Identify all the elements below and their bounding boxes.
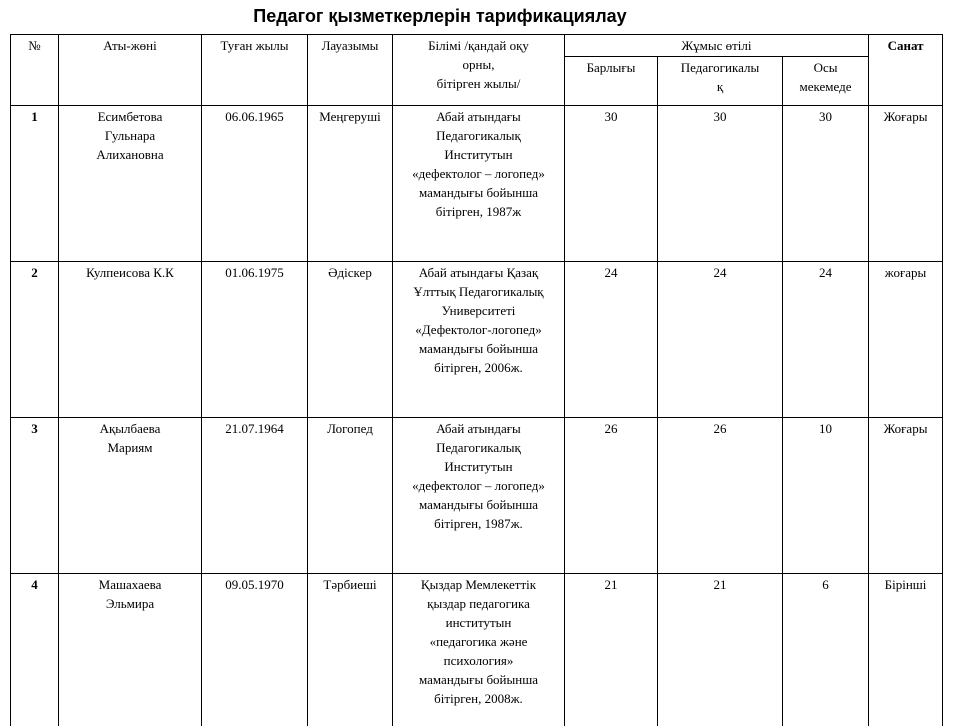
row-position: Әдіскер [308,262,393,418]
name-line: Машахаева [99,577,162,592]
row-position: Логопед [308,418,393,574]
row-experience-this-institution: 30 [783,106,869,262]
table-row [11,574,943,726]
education-line: Педагогикалық [436,440,521,455]
education-line: Педагогикалық [436,128,521,143]
education-line: Институтын [444,459,512,474]
header-work-experience: Жұмыс өтілі [565,35,869,57]
education-line: Қыздар Мемлекеттік [421,577,536,592]
name-line: Алихановна [96,147,163,162]
name-line: Гульнара [105,128,155,143]
row-experience-this-institution: 24 [783,262,869,418]
education-line: мамандығы бойынша [419,341,538,356]
header-education-line3: бітірген жылы/ [437,76,521,91]
education-line: Ұлттық Педагогикалық [413,284,543,299]
row-experience-this-institution: 10 [783,418,869,574]
header-total: Барлығы [565,57,658,106]
row-number: 2 [11,262,59,418]
row-birth-date: 06.06.1965 [202,106,308,262]
row-experience-pedagogical: 26 [658,418,783,574]
header-number: № [11,35,59,106]
header-position: Лауазымы [308,35,393,106]
education-line: Абай атындағы [436,109,521,124]
education-line: мамандығы бойынша [419,185,538,200]
header-pedagogical [658,57,783,106]
row-category: Бірінші [869,574,943,726]
education-line: «дефектолог – логопед» [412,478,545,493]
table-row [11,418,943,574]
education-line: «педагогика және [430,634,528,649]
row-experience-total: 21 [565,574,658,726]
table-row [11,106,943,262]
header-education [393,35,565,106]
row-education [393,106,565,262]
education-line: Абай атындағы [436,421,521,436]
row-experience-pedagogical: 24 [658,262,783,418]
row-full-name [59,418,202,574]
row-experience-total: 30 [565,106,658,262]
row-education [393,574,565,726]
tariff-table [10,34,943,726]
row-birth-date: 21.07.1964 [202,418,308,574]
row-category: Жоғары [869,106,943,262]
name-line: Ақылбаева [100,421,161,436]
row-number: 3 [11,418,59,574]
header-full-name: Аты-жөні [59,35,202,106]
row-experience-pedagogical: 30 [658,106,783,262]
row-category: Жоғары [869,418,943,574]
header-category: Санат [869,35,943,106]
education-line: «Дефектолог-логопед» [415,322,541,337]
row-experience-pedagogical: 21 [658,574,783,726]
row-position: Меңгеруші [308,106,393,262]
education-line: Абай атындағы Қазақ [419,265,539,280]
row-number: 1 [11,106,59,262]
education-line: қыздар педагогика [427,596,530,611]
header-pedagogical-line2: қ [717,79,723,94]
row-education [393,418,565,574]
header-this-institution-line1: Осы [814,60,838,75]
education-line: Университеті [442,303,516,318]
table-row [11,262,943,418]
education-line: психология» [444,653,514,668]
row-experience-this-institution: 6 [783,574,869,726]
education-line: Институтын [444,147,512,162]
header-this-institution [783,57,869,106]
header-pedagogical-line1: Педагогикалы [681,60,759,75]
education-line: мамандығы бойынша [419,672,538,687]
header-birth-year: Туған жылы [202,35,308,106]
row-birth-date: 09.05.1970 [202,574,308,726]
row-experience-total: 26 [565,418,658,574]
education-line: бітірген, 2006ж. [434,360,523,375]
row-position: Тәрбиеші [308,574,393,726]
row-full-name [59,262,202,418]
name-line: Эльмира [106,596,154,611]
header-education-line2: орны, [463,57,495,72]
name-line: Есимбетова [98,109,163,124]
name-line: Кулпеисова К.К [86,265,174,280]
page-title: Педагог қызметкерлерін тарификациялау [0,4,880,28]
header-education-line1: Білімі /қандай оқу [428,38,529,53]
row-category: жоғары [869,262,943,418]
row-education [393,262,565,418]
row-number: 4 [11,574,59,726]
education-line: бітірген, 1987ж [436,204,521,219]
name-line: Мариям [108,440,153,455]
row-full-name [59,574,202,726]
row-birth-date: 01.06.1975 [202,262,308,418]
education-line: бітірген, 2008ж. [434,691,523,706]
education-line: бітірген, 1987ж. [434,516,523,531]
header-this-institution-line2: мекемеде [800,79,852,94]
row-full-name [59,106,202,262]
row-experience-total: 24 [565,262,658,418]
education-line: «дефектолог – логопед» [412,166,545,181]
education-line: институтын [446,615,512,630]
education-line: мамандығы бойынша [419,497,538,512]
